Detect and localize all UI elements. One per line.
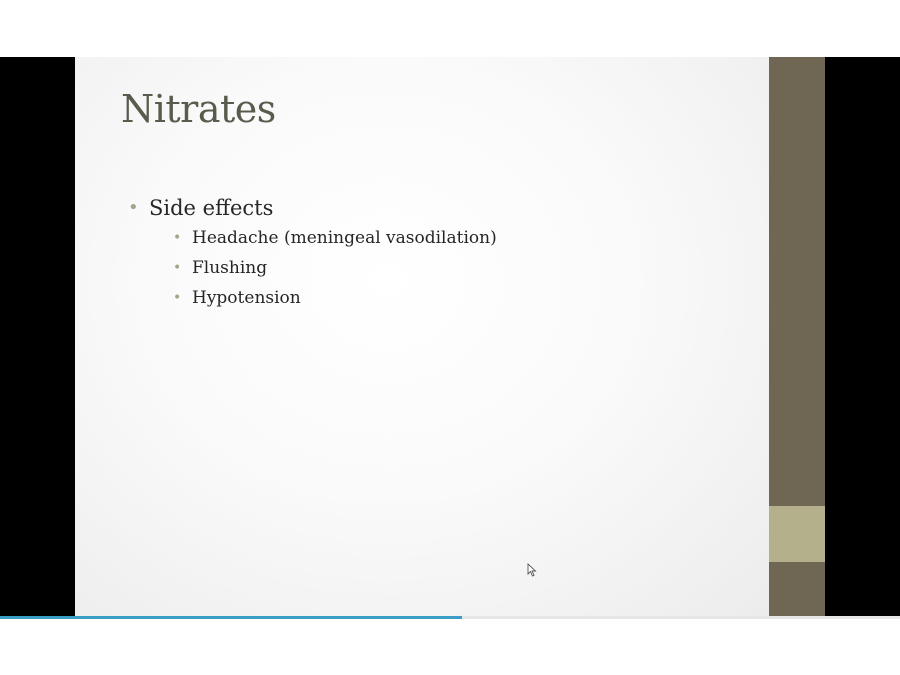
mouse-cursor-icon xyxy=(527,563,537,577)
bullet-dot-icon: • xyxy=(173,290,182,306)
bullet-list xyxy=(127,193,497,313)
presentation-slide xyxy=(75,57,769,617)
slide-title: Nitrates xyxy=(121,87,276,131)
slide-sidebar-accent xyxy=(769,506,825,562)
sub-bullet-text: Hypotension xyxy=(192,288,301,308)
bullet-dot-icon: • xyxy=(173,260,182,276)
video-frame[interactable] xyxy=(0,57,900,617)
bullet-text: Side effects xyxy=(149,196,274,220)
bullet-dot-icon: • xyxy=(128,197,139,218)
sub-bullet-list xyxy=(149,223,497,313)
bullet-item xyxy=(127,193,497,313)
slide-sidebar-stripe xyxy=(769,57,825,617)
video-progress-bar[interactable] xyxy=(0,616,900,619)
sub-bullet-item xyxy=(173,283,497,313)
sub-bullet-text: Flushing xyxy=(192,258,268,278)
sub-bullet-item xyxy=(173,223,497,253)
bullet-dot-icon: • xyxy=(173,230,182,246)
sub-bullet-item xyxy=(173,253,497,283)
video-progress-fill xyxy=(0,616,462,619)
sub-bullet-text: Headache (meningeal vasodilation) xyxy=(192,228,497,248)
